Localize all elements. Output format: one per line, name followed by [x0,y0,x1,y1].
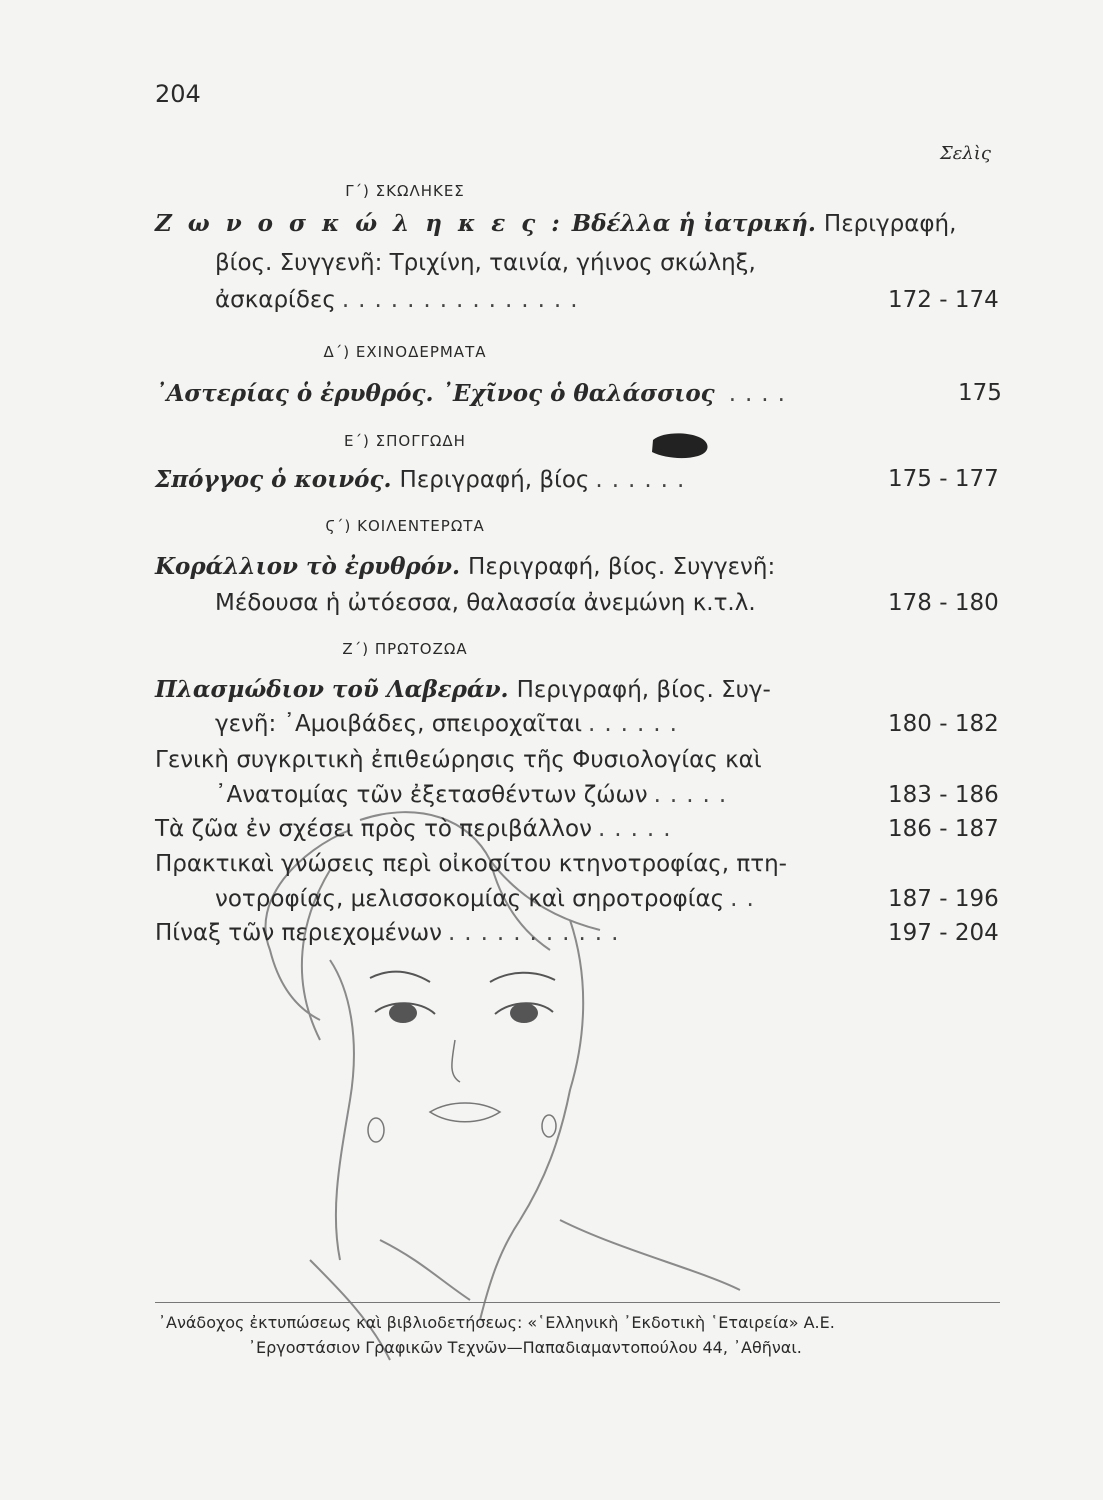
leader-dots: .. [730,886,763,912]
entry-title: Πλασμώδιον τοῦ Λαβεράν. [155,676,509,703]
entry-sponges-line1 [155,466,693,493]
entry-text: ἀσκαρίδες [215,287,336,313]
entry-coral-line2 [215,590,756,616]
entry-protozoa-line1 [155,676,771,703]
footer-factory-line: ᾿Εργοστάσιον Γραφικῶν Τεχνῶν—Παπαδιαμαντοπούλου 44, ᾿Αθῆναι. [248,1338,802,1357]
entry-text: Μέδουσα ἡ ὠτόεσσα, θαλασσία ἀνεμώνη κ.τ.λ. [215,590,756,616]
entry-text: Περιγραφή, βίος [399,467,590,493]
entry-page-range: 172 - 174 [888,287,999,313]
entry-text: Περιγραφή, βίος. Συγγενῆ: [468,554,776,580]
entry-page-range: 180 - 182 [888,711,999,737]
entry-page-range: 175 - 177 [888,466,999,492]
section-heading-protozoa: Ζ΄) ΠΡΩΤΟΖΩΑ [342,640,468,658]
entry-text: νοτροφίας, μελισσοκομίας καὶ σηροτροφίας [215,886,725,912]
entry-echinoderms-line1 [155,380,794,407]
page-column-label: Σελὶς [940,143,991,164]
leader-dots: ..... [653,782,736,808]
leader-dots: ...... [595,467,694,493]
entry-title: Κοράλλιον τὸ ἐρυθρόν. [155,553,461,580]
section-heading-sponges: Ε΄) ΣΠΟΓΓΩΔΗ [344,432,466,450]
entry-worms-line3 [215,287,587,313]
section-heading-worms: Γ΄) ΣΚΩΛΗΚΕΣ [345,182,465,200]
entry-text: Περιγραφή, βίος. Συγ- [516,677,771,703]
entry-page-range: 178 - 180 [888,590,999,616]
entry-general-comparison-line2 [215,782,735,808]
entry-title-secondary: Βδέλλα ἡ ἰατρική. [571,210,816,237]
entry-practical-line1 [155,851,787,877]
entry-title: Σπόγγος ὁ κοινός. [155,466,392,493]
footer-divider [155,1302,1000,1303]
section-heading-echinoderms: Δ΄) ΕΧΙΝΟΔΕΡΜΑΤΑ [323,343,487,361]
entry-contents-line1 [155,920,627,946]
leader-dots: .... [728,381,794,407]
entry-page-range: 183 - 186 [888,782,999,808]
entry-text: βίος. Συγγενῆ: Τριχίνη, ταινία, γήινος σκώληξ, [215,250,756,276]
entry-environment-line1 [155,816,680,842]
entry-worms-line2 [215,250,756,276]
entry-text: γενῆ: ᾿Αμοιβάδες, σπειροχαῖται [215,711,583,737]
entry-text: Πίναξ τῶν περιεχομένων [155,920,442,946]
entry-text: Πρακτικαὶ γνώσεις περὶ οἰκοσίτου κτηνοτροφίας, πτη- [155,851,787,877]
entry-page-range: 175 [958,380,1002,406]
entry-text: Τὰ ζῶα ἐν σχέσει πρὸς τὸ περιβάλλον [155,816,592,842]
page-number: 204 [155,80,201,108]
entry-page-range: 187 - 196 [888,886,999,912]
entry-practical-line2 [215,886,763,912]
entry-worms-line1 [155,210,956,237]
leader-dots: ............... [341,287,587,313]
entry-protozoa-line2 [215,711,686,737]
entry-text: Περιγραφή, [823,211,957,237]
footer-printer-line: ᾿Ανάδοχος ἐκτυπώσεως καὶ βιβλιοδετήσεως: «῾Ελληνικὴ ᾿Εκδοτικὴ ῾Εταιρεία» Α.Ε. [158,1313,835,1332]
entry-title: Ζ ω ν ο σ κ ώ λ η κ ε ς : [155,210,564,237]
entry-title: ᾿Αστερίας ὁ ἐρυθρός. ᾿Εχῖνος ὁ θαλάσσιος [155,380,715,407]
entry-general-comparison-line1 [155,747,762,773]
section-heading-coelenterates: Ϛ΄) ΚΟΙΛΕΝΤΕΡΩΤΑ [325,517,485,535]
entry-text: ᾿Ανατομίας τῶν ἐξετασθέντων ζώων [215,782,648,808]
entry-page-range: 197 - 204 [888,920,999,946]
leader-dots: ..... [597,816,680,842]
entry-text: Γενικὴ συγκριτικὴ ἐπιθεώρησις τῆς Φυσιολογίας καὶ [155,747,762,773]
entry-coral-line1 [155,553,775,580]
leader-dots: ...... [588,711,686,737]
leader-dots: ........... [447,920,628,946]
entry-page-range: 186 - 187 [888,816,999,842]
